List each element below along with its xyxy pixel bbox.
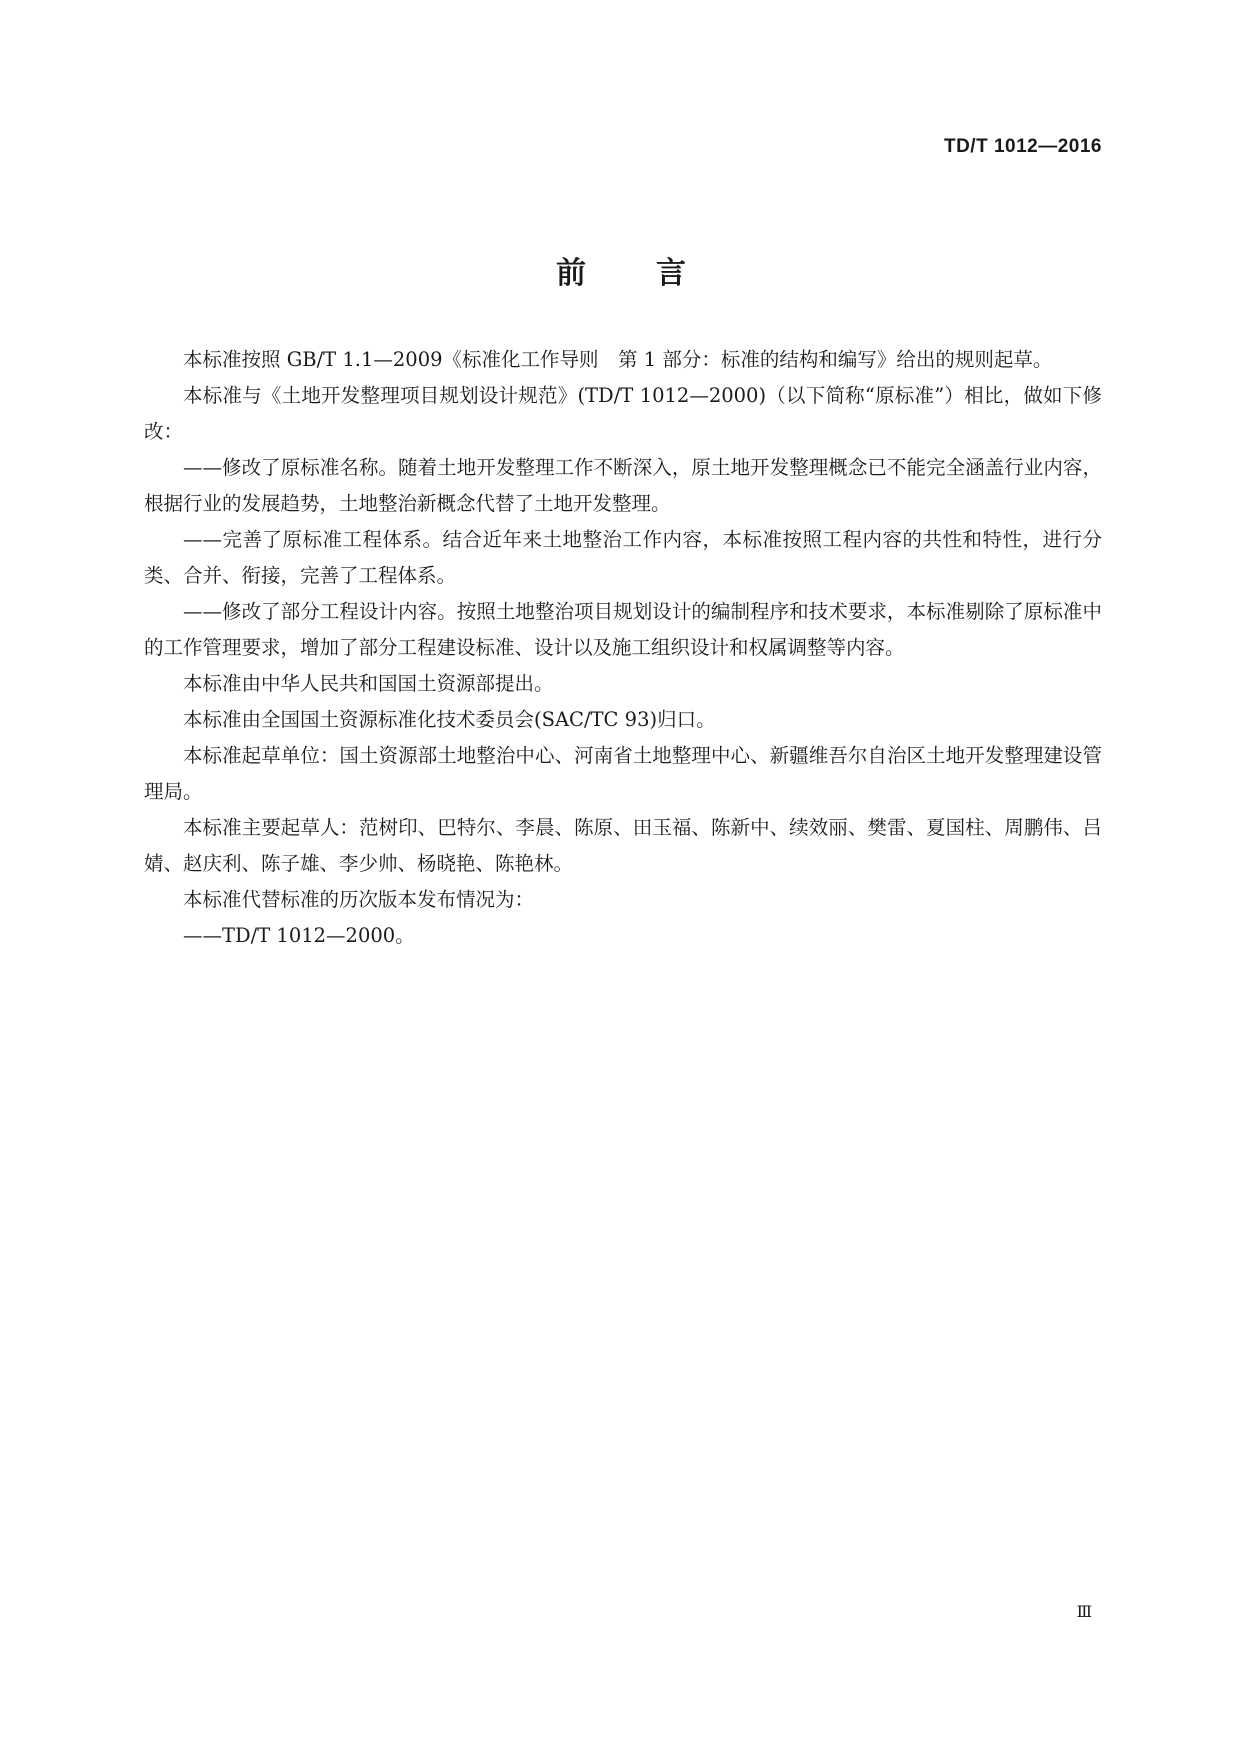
- paragraph-proposed-by: 本标准由中华人民共和国国土资源部提出。: [183, 672, 554, 695]
- document-code: TD/T 1012—2016: [943, 136, 1102, 157]
- paragraph-history: 本标准代替标准的历次版本发布情况为：: [183, 888, 535, 911]
- page-number: Ⅲ: [1076, 1602, 1092, 1621]
- paragraph-drafters: 本标准主要起草人：范树印、巴特尔、李晨、陈原、田玉福、陈新中、续效丽、樊雷、夏国柱、周鹏伟、吕婧、赵庆利、陈子雄、李少帅、杨晓艳、陈艳林。: [144, 816, 1102, 875]
- foreword-body: [144, 342, 1102, 954]
- paragraph-drafting-units: 本标准起草单位：国土资源部土地整治中心、河南省土地整理中心、新疆维吾尔自治区土地开发整理建设管理局。: [144, 744, 1102, 803]
- paragraph-change-system: ——完善了原标准工程体系。结合近年来土地整治工作内容，本标准按照工程内容的共性和特性，进行分类、合并、衔接，完善了工程体系。: [144, 528, 1102, 587]
- paragraph-drafting-rules: 本标准按照 GB/T 1.1—2009《标准化工作导则 第 1 部分：标准的结构和编写》给出的规则起草。: [183, 348, 1053, 371]
- paragraph-comparison: 本标准与《土地开发整理项目规划设计规范》(TD/T 1012—2000)（以下简称“原标准”）相比，做如下修改：: [144, 384, 1102, 443]
- paragraph-centralized-by: 本标准由全国国土资源标准化技术委员会(SAC/TC 93)归口。: [183, 708, 716, 731]
- paragraph-change-name: ——修改了原标准名称。随着土地开发整理工作不断深入，原土地开发整理概念已不能完全涵盖行业内容，根据行业的发展趋势，土地整治新概念代替了土地开发整理。: [144, 456, 1102, 515]
- paragraph-change-design: ——修改了部分工程设计内容。按照土地整治项目规划设计的编制程序和技术要求，本标准剔除了原标准中的工作管理要求，增加了部分工程建设标准、设计以及施工组织设计和权属调整等内容。: [144, 600, 1102, 659]
- page-title: 前言: [556, 256, 756, 291]
- paragraph-previous-edition: ——TD/T 1012—2000。: [183, 924, 415, 947]
